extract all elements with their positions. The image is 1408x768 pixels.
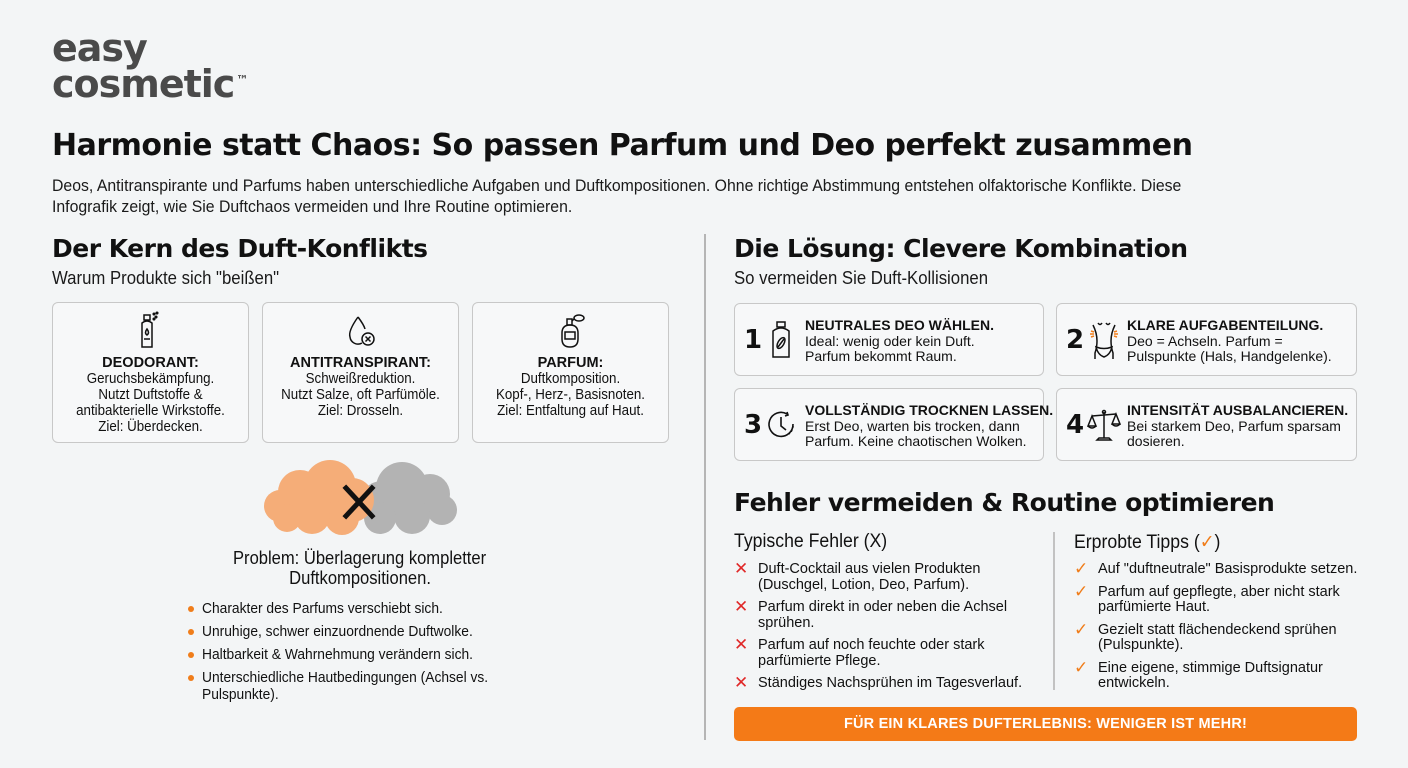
list-item: ✕ Parfum auf noch feuchte oder stark parfümierte Pflege.: [734, 635, 985, 669]
list-item: ✕ Parfum direkt in oder neben die Achsel sprühen.: [734, 597, 1008, 631]
list-item: Unterschiedliche Hautbedingungen (Achsel vs. Pulspunkte).: [188, 669, 548, 703]
card-deodorant: DEODORANT: Geruchsbekämpfung. Nutzt Duftstoffe & antibakterielle Wirkstoffe. Ziel: Überdecken.: [52, 302, 249, 443]
drop-cross-icon: [344, 311, 378, 351]
errors-list: [734, 559, 1044, 699]
x-mark-icon: ✕: [734, 597, 749, 616]
step-number: 2: [1066, 324, 1085, 355]
clock-wait-icon: [765, 404, 799, 446]
list-item: Haltbarkeit & Wahrnehmung verändern sich.: [188, 646, 548, 663]
list-item: ✓ Parfum auf gepflegte, aber nicht stark parfümierte Haut.: [1074, 581, 1340, 615]
clashing-clouds-illustration: [262, 458, 462, 536]
step-title: VOLLSTÄNDIG TROCKNEN LASSEN.: [805, 402, 1054, 418]
solution-heading: Die Lösung: Clevere Kombination: [734, 234, 1188, 263]
list-item: Charakter des Parfums verschiebt sich.: [188, 600, 548, 617]
trademark: ™: [236, 73, 249, 87]
card-title: ANTITRANSPIRANT:: [290, 355, 431, 371]
step-number: 1: [744, 324, 763, 355]
summary-banner: FÜR EIN KLARES DUFTERLEBNIS: WENIGER IST MEHR!: [734, 707, 1357, 741]
tips-title: Erprobte Tipps (✓): [1074, 532, 1221, 553]
list-item: ✓ Auf "duftneutrale" Basisprodukte setzen.: [1074, 559, 1358, 578]
card-title: PARFUM:: [537, 355, 604, 371]
x-mark-icon: ✕: [734, 559, 749, 578]
x-mark-icon: ✕: [734, 635, 749, 654]
gray-cloud-icon: [360, 462, 457, 534]
list-item: ✕ Ständiges Nachsprühen im Tagesverlauf.: [734, 673, 1023, 692]
list-item: ✕ Duft-Cocktail aus vielen Produkten (Duschgel, Lotion, Deo, Parfum).: [734, 559, 981, 593]
check-mark-icon: ✓: [1074, 581, 1089, 601]
body-zones-icon: [1087, 319, 1121, 361]
step-title: KLARE AUFGABENTEILUNG.: [1127, 317, 1324, 333]
perfume-bottle-icon: [554, 311, 588, 351]
spray-deodorant-icon: [134, 311, 168, 351]
step-number: 4: [1066, 409, 1085, 440]
intro-text: [52, 175, 1354, 217]
check-mark-icon: ✓: [1074, 619, 1089, 639]
page-title: Harmonie statt Chaos: So passen Parfum und Deo perfekt zusammen: [52, 128, 1193, 163]
brand-line-2: cosmetic: [52, 62, 235, 106]
intro-line-2: Infografik zeigt, wie Sie Duftchaos vermeiden und Ihre Routine optimieren.: [52, 197, 573, 216]
brand-logo: [52, 26, 249, 106]
step-title: INTENSITÄT AUSBALANCIEREN.: [1127, 402, 1349, 418]
conflict-subheading: Warum Produkte sich "beißen": [52, 268, 280, 288]
step-3: 3 VOLLSTÄNDIG TROCKNEN LASSEN. Erst Deo, warten bis trocken, dann Parfum. Keine chaotischen Wolken.: [734, 388, 1044, 461]
balance-scale-icon: [1087, 404, 1121, 446]
solution-subheading: So vermeiden Sie Duft-Kollisionen: [734, 268, 989, 288]
column-divider: [1053, 532, 1055, 690]
step-4: 4 INTENSITÄT AUSBALANCIEREN. Bei starkem Deo, Parfum sparsam dosieren.: [1056, 388, 1357, 461]
neutral-deo-icon: [765, 319, 799, 361]
intro-line-1: Deos, Antitranspirante und Parfums haben unterschiedliche Aufgaben und Duftkompositionen. Ohne richtige Abstimmung entstehen olfaktorische Konflikte. Diese: [52, 176, 1182, 195]
x-mark-icon: ✕: [734, 673, 749, 692]
routine-heading: Fehler vermeiden & Routine optimieren: [734, 488, 1275, 517]
card-title: DEODORANT:: [102, 355, 199, 371]
conflict-heading: Der Kern des Duft-Konflikts: [52, 234, 428, 263]
check-icon: ✓: [1199, 532, 1215, 553]
brand-line-1: easy: [52, 26, 147, 70]
step-title: NEUTRALES DEO WÄHLEN.: [805, 317, 994, 333]
problem-statement: Problem: Überlagerung kompletter Duftkompositionen.: [233, 548, 487, 588]
card-antitranspirant: ANTITRANSPIRANT: Schweißreduktion. Nutzt Salze, oft Parfümöle. Ziel: Drosseln.: [262, 302, 459, 443]
check-mark-icon: ✓: [1074, 559, 1089, 578]
list-item: ✓ Eine eigene, stimmige Duftsignatur entwickeln.: [1074, 657, 1323, 691]
step-number: 3: [744, 409, 763, 440]
list-item: Unruhige, schwer einzuordnende Duftwolke.: [188, 623, 548, 640]
card-parfum: PARFUM: Duftkomposition. Kopf-, Herz-, Basisnoten. Ziel: Entfaltung auf Haut.: [472, 302, 669, 443]
list-item: ✓ Gezielt statt flächendeckend sprühen (Pulspunkte).: [1074, 619, 1337, 653]
step-1: 1 NEUTRALES DEO WÄHLEN. Ideal: wenig oder kein Duft. Parfum bekommt Raum.: [734, 303, 1044, 376]
step-2: 2 KLARE AUFGABENTEILUNG. Deo = Achseln. Parfum = Pulspunkte (Hals, Handgelenke).: [1056, 303, 1357, 376]
section-divider: [704, 234, 706, 740]
errors-title: Typische Fehler (X): [734, 531, 888, 552]
conflict-bullets: [188, 600, 548, 709]
check-mark-icon: ✓: [1074, 657, 1089, 677]
tips-list: [1074, 559, 1374, 699]
